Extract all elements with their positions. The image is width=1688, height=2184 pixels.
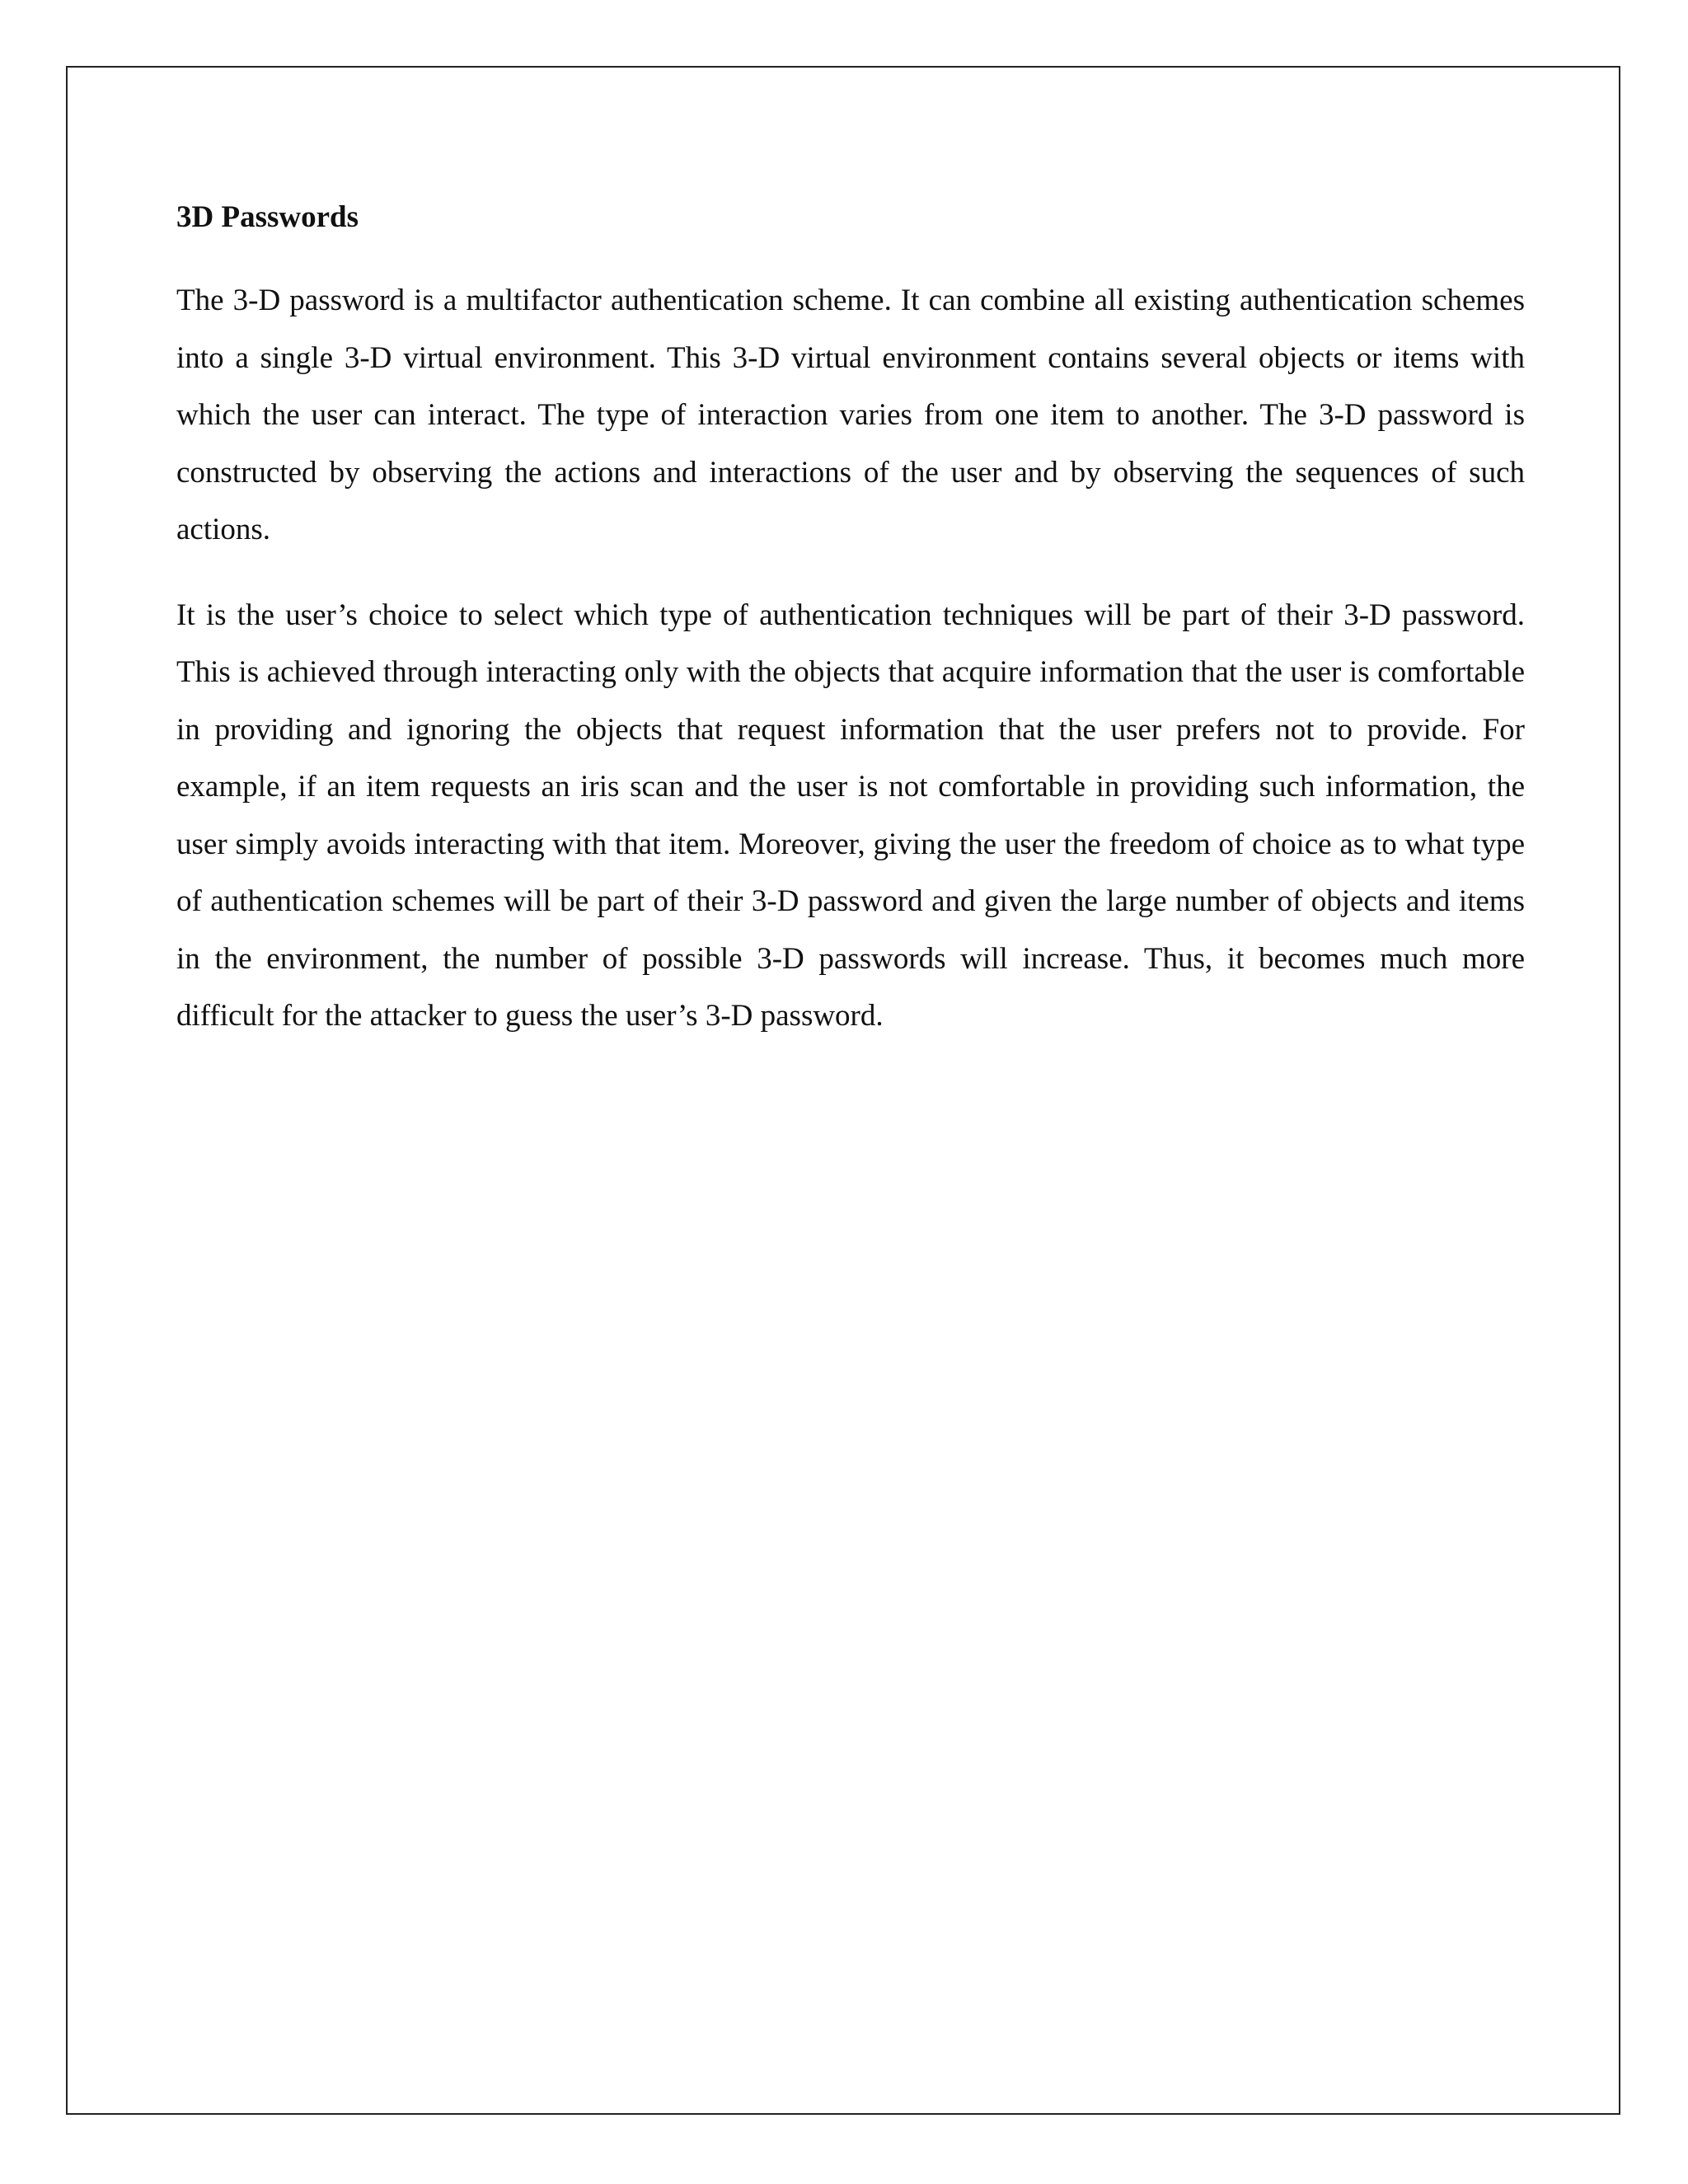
paragraph-user-choice: It is the user’s choice to select which type of authentication techniques will be part of their 3-D password. This is achieved through interacting only with the objects that acquire information that the user is comfortable in providing and ignoring the objects that request information that the user prefers not to provide. For example, if an item requests an iris scan and the user is not comfortable in providing such information, the user simply avoids interacting with that item. Moreover, giving the user the freedom of choice as to what type of authentication schemes will be part of their 3-D password and given the large number of objects and items in the environment, the number of possible 3-D passwords will increase. Thus, it becomes much more difficult for the attacker to guess the user’s 3-D password. [176,598,1525,1033]
document-body [176,198,1525,1073]
paragraph-intro: The 3-D password is a multifactor authentication scheme. It can combine all existing authentication schemes into a single 3-D virtual environment. This 3-D virtual environment contains several objects or items with which the user can interact. The type of interaction varies from one item to another. The 3-D password is constructed by observing the actions and interactions of the user and by observing the sequences of such actions. [176,284,1525,546]
section-heading: 3D Passwords [176,200,359,234]
